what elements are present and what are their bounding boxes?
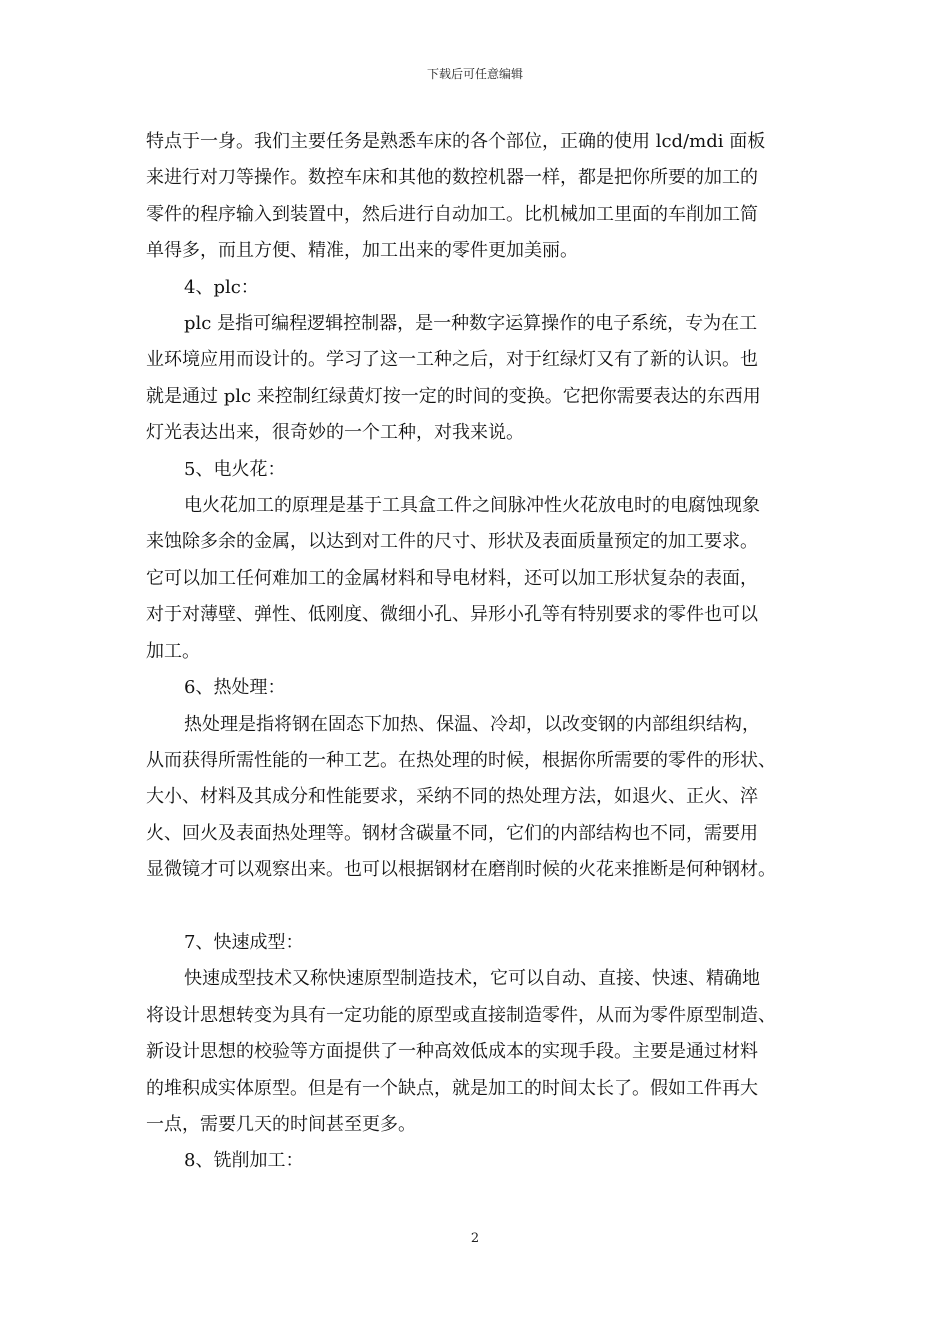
page-number: 2 [470,1231,480,1246]
paragraph-line: 它可以加工任何难加工的金属材料和导电材料，还可以加工形状复杂的表面， [146,567,758,589]
paragraph-line: 电火花加工的原理是基于工具盒工件之间脉冲性火花放电时的电腐蚀现象 [184,495,760,517]
paragraph-line: 一点，需要几天的时间甚至更多。 [146,1113,416,1135]
paragraph-line: 的堆积成实体原型。但是有一个缺点，就是加工的时间太长了。假如工件再大 [146,1077,758,1099]
paragraph-line: 火、回火及表面热处理等。钢材含碳量不同，它们的内部结构也不同，需要用 [146,822,758,844]
paragraph-line: 特点于一身。我们主要任务是熟悉车床的各个部位，正确的使用 lcd/mdi 面板 [146,131,766,152]
paragraph-line: 新设计思想的校验等方面提供了一种高效低成本的实现手段。主要是通过材料 [146,1041,758,1063]
section-heading-heat-treatment: 6、热处理： [184,677,286,699]
paragraph-line: 显微镜才可以观察出来。也可以根据钢材在磨削时候的火花来推断是何种钢材。 [146,859,776,881]
paragraph-line: 就是通过 plc 来控制红绿黄灯按一定的时间的变换。它把你需要表达的东西用 [146,385,761,407]
section-heading-plc: 4、plc： [184,276,259,298]
document-body [146,124,822,1180]
paragraph-line: 来进行对刀等操作。数控车床和其他的数控机器一样，都是把你所要的加工的 [146,167,758,189]
paragraph-line: 对于对薄壁、弹性、低刚度、微细小孔、异形小孔等有特别要求的零件也可以 [146,604,758,626]
paragraph-line: plc 是指可编程逻辑控制器，是一种数字运算操作的电子系统，专为在工 [184,313,758,335]
section-heading-edm: 5、电火花： [184,458,286,480]
paragraph-line: 单得多，而且方便、精准，加工出来的零件更加美丽。 [146,240,578,262]
section-heading-rapid-prototyping: 7、快速成型： [184,931,304,953]
paragraph-line: 业环境应用而设计的。学习了这一工种之后，对于红绿灯又有了新的认识。也 [146,349,758,371]
paragraph-line: 灯光表达出来，很奇妙的一个工种，对我来说。 [146,422,524,444]
paragraph-line: 从而获得所需性能的一种工艺。在热处理的时候，根据你所需要的零件的形状、 [146,749,776,771]
paragraph-line: 零件的程序输入到装置中，然后进行自动加工。比机械加工里面的车削加工简 [146,203,758,225]
paragraph-line: 热处理是指将钢在固态下加热、保温、冷却，以改变钢的内部组织结构， [184,713,760,735]
paragraph-line: 快速成型技术又称快速原型制造技术，它可以自动、直接、快速、精确地 [184,968,760,990]
paragraph-line: 来蚀除多余的金属，以达到对工件的尺寸、形状及表面质量预定的加工要求。 [146,531,758,553]
paragraph-line: 大小、材料及其成分和性能要求，采纳不同的热处理方法，如退火、正火、淬 [146,786,758,808]
paragraph-line: 加工。 [146,640,200,662]
page-header: 下载后可任意编辑 [426,67,523,81]
section-heading-milling: 8、铣削加工： [184,1150,304,1172]
paragraph-line: 将设计思想转变为具有一定功能的原型或直接制造零件，从而为零件原型制造、 [146,1004,776,1026]
blank-line [146,889,822,925]
